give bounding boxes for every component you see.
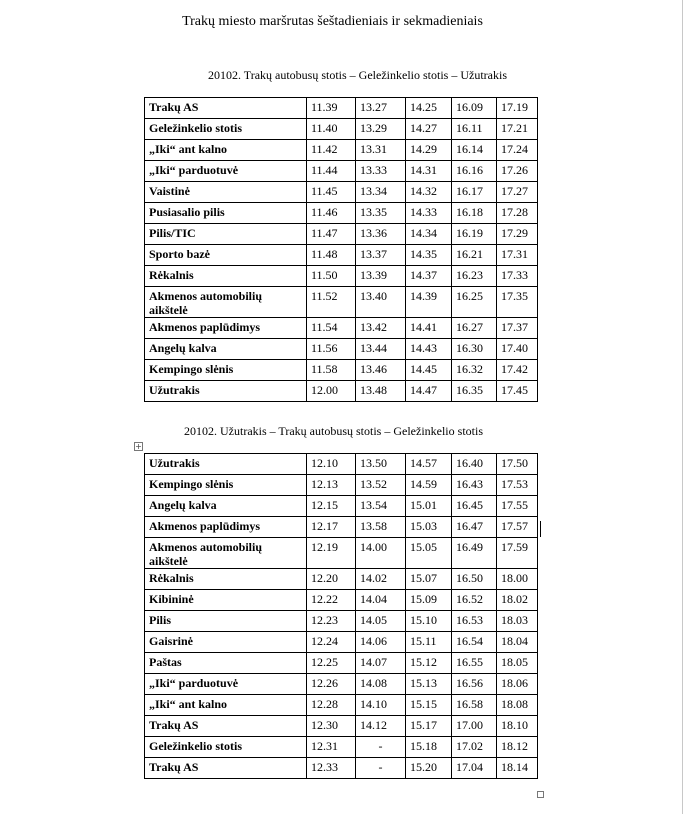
table-row — [145, 538, 538, 569]
departure-time-cell: 11.40 — [307, 119, 356, 140]
departure-time-cell: 17.21 — [497, 119, 538, 140]
departure-time-cell: 15.10 — [406, 611, 452, 632]
departure-time-cell: 13.52 — [356, 475, 406, 496]
departure-time-cell: 14.37 — [406, 266, 452, 287]
table-row — [145, 161, 538, 182]
departure-time-cell: 17.45 — [497, 381, 538, 402]
departure-time-cell: 16.14 — [452, 140, 497, 161]
departure-time-cell: 14.02 — [356, 569, 406, 590]
stop-name-cell: Pusiasalio pilis — [145, 203, 307, 224]
departure-time-cell: 13.50 — [356, 454, 406, 475]
departure-time-cell: 11.46 — [307, 203, 356, 224]
departure-time-cell: 14.32 — [406, 182, 452, 203]
stop-name-cell: Akmenos automobilių aikštelė — [145, 287, 307, 318]
departure-time-cell: 12.23 — [307, 611, 356, 632]
stop-name-cell: Angelų kalva — [145, 496, 307, 517]
departure-time-cell: 12.25 — [307, 653, 356, 674]
table-row — [145, 182, 538, 203]
resize-square-icon[interactable] — [537, 791, 544, 798]
departure-time-cell: 12.10 — [307, 454, 356, 475]
table-row — [145, 737, 538, 758]
departure-time-cell: 16.45 — [452, 496, 497, 517]
table-row — [145, 339, 538, 360]
departure-time-cell: 13.48 — [356, 381, 406, 402]
departure-time-cell: 16.52 — [452, 590, 497, 611]
stop-name-cell: Užutrakis — [145, 381, 307, 402]
table-row — [145, 695, 538, 716]
table-row — [145, 716, 538, 737]
departure-time-cell: 14.27 — [406, 119, 452, 140]
departure-time-cell: 11.44 — [307, 161, 356, 182]
departure-time-cell: 14.10 — [356, 695, 406, 716]
table-row — [145, 119, 538, 140]
departure-time-cell: 17.28 — [497, 203, 538, 224]
departure-time-cell: 16.21 — [452, 245, 497, 266]
stop-name-cell: Gaisrinė — [145, 632, 307, 653]
stop-name-cell: Rėkalnis — [145, 266, 307, 287]
departure-time-cell: 11.48 — [307, 245, 356, 266]
table-row — [145, 98, 538, 119]
departure-time-cell: 17.26 — [497, 161, 538, 182]
table-row — [145, 674, 538, 695]
departure-time-cell: 17.57 — [497, 517, 538, 538]
departure-time-cell: 15.15 — [406, 695, 452, 716]
departure-time-cell: 12.31 — [307, 737, 356, 758]
departure-time-cell: 11.39 — [307, 98, 356, 119]
departure-time-cell: 11.47 — [307, 224, 356, 245]
departure-time-cell: 18.03 — [497, 611, 538, 632]
table-row — [145, 360, 538, 381]
departure-time-cell: 15.17 — [406, 716, 452, 737]
departure-time-cell: 13.54 — [356, 496, 406, 517]
timetable-outbound — [144, 97, 538, 402]
departure-time-cell: 11.56 — [307, 339, 356, 360]
departure-time-cell: 16.17 — [452, 182, 497, 203]
departure-time-cell: 12.22 — [307, 590, 356, 611]
departure-time-cell: 16.40 — [452, 454, 497, 475]
table-row — [145, 140, 538, 161]
departure-time-cell: 18.08 — [497, 695, 538, 716]
departure-time-cell: 15.18 — [406, 737, 452, 758]
departure-time-cell: 14.31 — [406, 161, 452, 182]
route-title-outbound: 20102. Trakų autobusų stotis – Geležinkelio stotis – Užutrakis — [208, 68, 507, 82]
departure-time-cell: 18.10 — [497, 716, 538, 737]
stop-name-cell: Paštas — [145, 653, 307, 674]
departure-time-cell: 11.45 — [307, 182, 356, 203]
departure-time-cell: 14.05 — [356, 611, 406, 632]
departure-time-cell: 15.12 — [406, 653, 452, 674]
table-row — [145, 381, 538, 402]
stop-name-cell: Angelų kalva — [145, 339, 307, 360]
departure-time-cell: 15.03 — [406, 517, 452, 538]
departure-time-cell: 14.39 — [406, 287, 452, 318]
departure-time-cell: 13.29 — [356, 119, 406, 140]
departure-time-cell: 13.58 — [356, 517, 406, 538]
departure-time-cell: 14.57 — [406, 454, 452, 475]
departure-time-cell: 17.42 — [497, 360, 538, 381]
departure-time-cell: 14.59 — [406, 475, 452, 496]
departure-time-cell: 16.35 — [452, 381, 497, 402]
stop-name-cell: Akmenos paplūdimys — [145, 318, 307, 339]
stop-name-cell: Geležinkelio stotis — [145, 119, 307, 140]
stop-name-cell: Kempingo slėnis — [145, 360, 307, 381]
departure-time-cell: 11.54 — [307, 318, 356, 339]
stop-name-cell: Užutrakis — [145, 454, 307, 475]
departure-time-cell: 16.25 — [452, 287, 497, 318]
departure-time-cell: 14.29 — [406, 140, 452, 161]
departure-time-cell: 16.27 — [452, 318, 497, 339]
departure-time-cell: 16.09 — [452, 98, 497, 119]
table-row — [145, 318, 538, 339]
stop-name-cell: Rėkalnis — [145, 569, 307, 590]
stop-name-cell: Kibininė — [145, 590, 307, 611]
departure-time-cell: 13.39 — [356, 266, 406, 287]
stop-name-cell: Trakų AS — [145, 98, 307, 119]
departure-time-cell: 17.24 — [497, 140, 538, 161]
table-row — [145, 475, 538, 496]
departure-time-cell: 11.42 — [307, 140, 356, 161]
departure-time-cell: 15.11 — [406, 632, 452, 653]
departure-time-cell: 12.00 — [307, 381, 356, 402]
departure-time-cell: 12.33 — [307, 758, 356, 779]
departure-time-cell: 14.04 — [356, 590, 406, 611]
departure-time-cell: 16.53 — [452, 611, 497, 632]
stop-name-cell: Trakų AS — [145, 716, 307, 737]
stop-name-cell: Pilis — [145, 611, 307, 632]
departure-time-cell: 14.41 — [406, 318, 452, 339]
departure-time-cell: 13.46 — [356, 360, 406, 381]
departure-time-cell: 14.12 — [356, 716, 406, 737]
departure-time-cell: 13.34 — [356, 182, 406, 203]
departure-time-cell: 18.06 — [497, 674, 538, 695]
departure-time-cell: - — [356, 737, 406, 758]
stop-name-cell: Akmenos automobilių aikštelė — [145, 538, 307, 569]
table-row — [145, 224, 538, 245]
departure-time-cell: 13.36 — [356, 224, 406, 245]
timetable-return — [144, 453, 538, 779]
stop-name-cell: Akmenos paplūdimys — [145, 517, 307, 538]
stop-name-cell: „Iki“ ant kalno — [145, 140, 307, 161]
departure-time-cell: 15.09 — [406, 590, 452, 611]
departure-time-cell: 13.37 — [356, 245, 406, 266]
departure-time-cell: 13.33 — [356, 161, 406, 182]
text-cursor — [540, 521, 541, 537]
departure-time-cell: 17.40 — [497, 339, 538, 360]
departure-time-cell: 16.47 — [452, 517, 497, 538]
departure-time-cell: 18.12 — [497, 737, 538, 758]
table-row — [145, 496, 538, 517]
departure-time-cell: 16.18 — [452, 203, 497, 224]
departure-time-cell: 17.50 — [497, 454, 538, 475]
departure-time-cell: 12.26 — [307, 674, 356, 695]
departure-time-cell: 15.13 — [406, 674, 452, 695]
table-row — [145, 590, 538, 611]
stop-name-cell: „Iki“ ant kalno — [145, 695, 307, 716]
departure-time-cell: 18.04 — [497, 632, 538, 653]
departure-time-cell: 18.05 — [497, 653, 538, 674]
table-row — [145, 517, 538, 538]
table-row — [145, 758, 538, 779]
departure-time-cell: 17.29 — [497, 224, 538, 245]
departure-time-cell: 16.49 — [452, 538, 497, 569]
departure-time-cell: 15.05 — [406, 538, 452, 569]
stop-name-cell: Kempingo slėnis — [145, 475, 307, 496]
departure-time-cell: 12.13 — [307, 475, 356, 496]
departure-time-cell: 18.00 — [497, 569, 538, 590]
table-row — [145, 611, 538, 632]
departure-time-cell: 13.44 — [356, 339, 406, 360]
table-row — [145, 245, 538, 266]
move-cross-icon[interactable]: + — [135, 442, 142, 451]
page-right-edge — [682, 0, 683, 814]
departure-time-cell: 17.37 — [497, 318, 538, 339]
departure-time-cell: 16.43 — [452, 475, 497, 496]
departure-time-cell: 12.17 — [307, 517, 356, 538]
departure-time-cell: 12.20 — [307, 569, 356, 590]
table-row — [145, 454, 538, 475]
departure-time-cell: 14.25 — [406, 98, 452, 119]
departure-time-cell: 16.50 — [452, 569, 497, 590]
departure-time-cell: 17.59 — [497, 538, 538, 569]
stop-name-cell: „Iki“ parduotuvė — [145, 674, 307, 695]
departure-time-cell: 18.14 — [497, 758, 538, 779]
departure-time-cell: 14.06 — [356, 632, 406, 653]
table-row — [145, 653, 538, 674]
departure-time-cell: 16.32 — [452, 360, 497, 381]
departure-time-cell: 13.42 — [356, 318, 406, 339]
departure-time-cell: - — [356, 758, 406, 779]
stop-name-cell: Trakų AS — [145, 758, 307, 779]
departure-time-cell: 16.19 — [452, 224, 497, 245]
departure-time-cell: 17.55 — [497, 496, 538, 517]
table-row — [145, 632, 538, 653]
departure-time-cell: 11.50 — [307, 266, 356, 287]
departure-time-cell: 16.30 — [452, 339, 497, 360]
departure-time-cell: 16.23 — [452, 266, 497, 287]
departure-time-cell: 14.08 — [356, 674, 406, 695]
departure-time-cell: 12.19 — [307, 538, 356, 569]
departure-time-cell: 12.24 — [307, 632, 356, 653]
table-row — [145, 287, 538, 318]
departure-time-cell: 17.19 — [497, 98, 538, 119]
departure-time-cell: 16.54 — [452, 632, 497, 653]
departure-time-cell: 11.52 — [307, 287, 356, 318]
departure-time-cell: 17.04 — [452, 758, 497, 779]
departure-time-cell: 16.16 — [452, 161, 497, 182]
departure-time-cell: 14.34 — [406, 224, 452, 245]
departure-time-cell: 14.47 — [406, 381, 452, 402]
table-row — [145, 266, 538, 287]
departure-time-cell: 14.07 — [356, 653, 406, 674]
departure-time-cell: 15.07 — [406, 569, 452, 590]
stop-name-cell: Pilis/TIC — [145, 224, 307, 245]
departure-time-cell: 14.45 — [406, 360, 452, 381]
departure-time-cell: 13.31 — [356, 140, 406, 161]
departure-time-cell: 14.43 — [406, 339, 452, 360]
departure-time-cell: 13.40 — [356, 287, 406, 318]
departure-time-cell: 12.28 — [307, 695, 356, 716]
departure-time-cell: 16.56 — [452, 674, 497, 695]
stop-name-cell: Vaistinė — [145, 182, 307, 203]
departure-time-cell: 17.02 — [452, 737, 497, 758]
departure-time-cell: 13.35 — [356, 203, 406, 224]
departure-time-cell: 15.01 — [406, 496, 452, 517]
departure-time-cell: 17.35 — [497, 287, 538, 318]
departure-time-cell: 15.20 — [406, 758, 452, 779]
departure-time-cell: 17.53 — [497, 475, 538, 496]
stop-name-cell: Sporto bazė — [145, 245, 307, 266]
route-title-return: 20102. Užutrakis – Trakų autobusų stotis – Geležinkelio stotis — [184, 424, 483, 438]
departure-time-cell: 16.11 — [452, 119, 497, 140]
departure-time-cell: 17.00 — [452, 716, 497, 737]
departure-time-cell: 18.02 — [497, 590, 538, 611]
departure-time-cell: 14.33 — [406, 203, 452, 224]
departure-time-cell: 12.15 — [307, 496, 356, 517]
departure-time-cell: 16.58 — [452, 695, 497, 716]
table-row — [145, 569, 538, 590]
departure-time-cell: 16.55 — [452, 653, 497, 674]
departure-time-cell: 14.00 — [356, 538, 406, 569]
departure-time-cell: 13.27 — [356, 98, 406, 119]
departure-time-cell: 11.58 — [307, 360, 356, 381]
page-title: Trakų miesto maršrutas šeštadieniais ir sekmadieniais — [182, 14, 483, 29]
stop-name-cell: Geležinkelio stotis — [145, 737, 307, 758]
departure-time-cell: 14.35 — [406, 245, 452, 266]
departure-time-cell: 17.31 — [497, 245, 538, 266]
departure-time-cell: 17.27 — [497, 182, 538, 203]
stop-name-cell: „Iki“ parduotuvė — [145, 161, 307, 182]
departure-time-cell: 12.30 — [307, 716, 356, 737]
table-row — [145, 203, 538, 224]
departure-time-cell: 17.33 — [497, 266, 538, 287]
